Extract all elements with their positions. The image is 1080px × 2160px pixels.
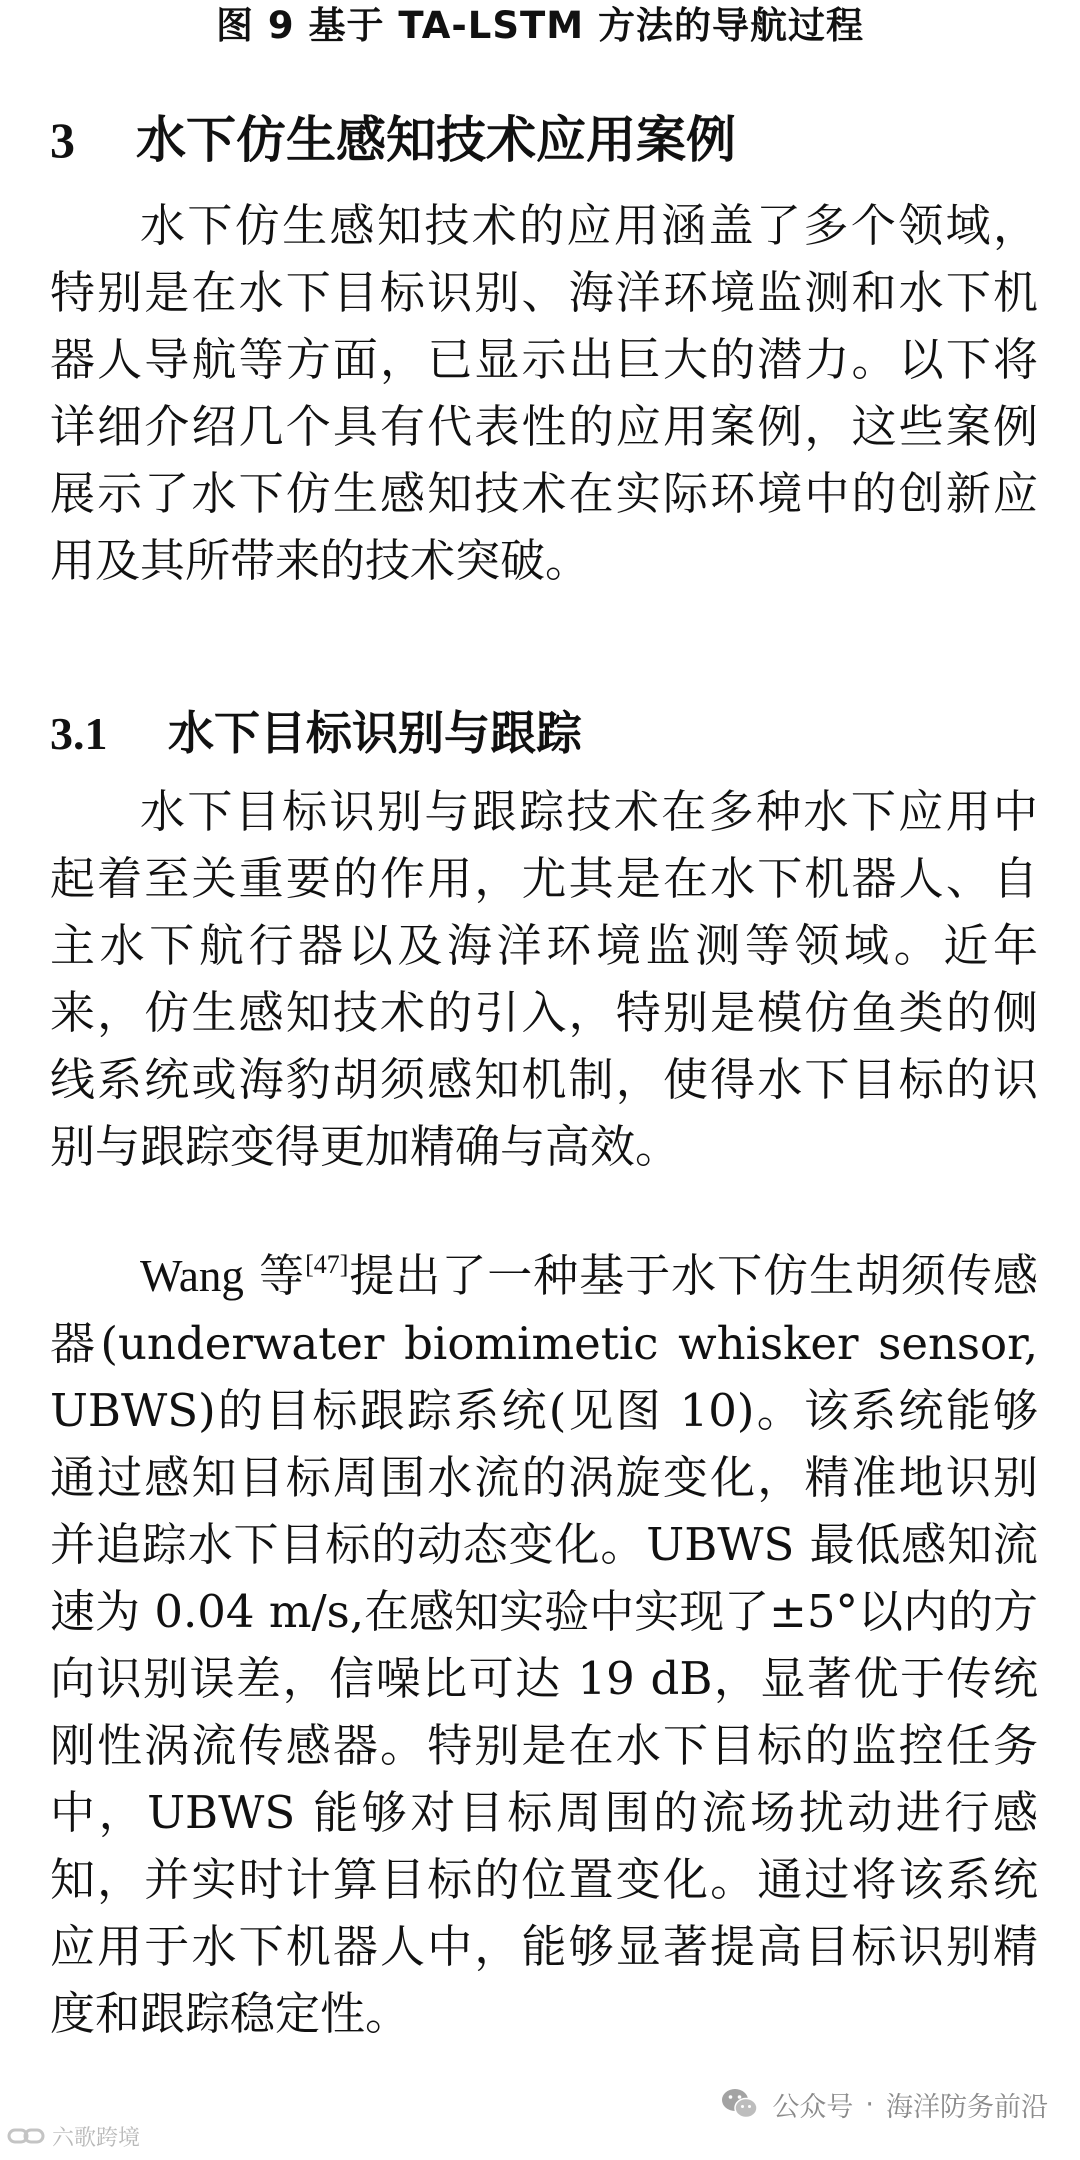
subsection-title: 水下目标识别与跟踪 [168, 706, 582, 760]
chain-logo-icon [6, 2121, 46, 2151]
corner-logo-text: 六歌跨境 [52, 2125, 141, 2151]
section-3-1-paragraph-2 [50, 1242, 1038, 2047]
corner-logo [6, 2116, 140, 2156]
paragraph-body: 提出了一种基于水下仿生胡须传感器(underwater biomimetic whisker sensor, UBWS)的目标跟踪系统(见图 10)。该系统能够通过感知目标周围水流的涡旋变化，精准地识别并追踪水下目标的动态变化。UBWS 最低感知流速为 0.04 m/s,在感知实验中实现了±5°以内的方向识别误差，信噪比可达 19 dB，显著优于传统刚性涡流传感器。特别是在水下目标的监控任务中，UBWS 能够对目标周围的流场扰动进行感知，并实时计算目标的位置变化。通过将该系统应用于水下机器人中，能够显著提高目标识别精度和跟踪稳定性。 [50, 1249, 1038, 2040]
watermark-prefix: 公众号 [772, 2091, 854, 2123]
wechat-account-watermark [720, 2082, 1048, 2126]
wechat-icon [720, 2086, 760, 2122]
author-name: Wang [140, 1251, 244, 1301]
author-suffix: 等 [243, 1249, 306, 1302]
watermark-separator: · [865, 2088, 874, 2120]
section-3-1-paragraph-1: 水下目标识别与跟踪技术在多种水下应用中起着至关重要的作用，尤其是在水下机器人、自主水下航行器以及海洋环境监测等领域。近年来，仿生感知技术的引入，特别是模仿鱼类的侧线系统或海豹胡须感知机制，使得水下目标的识别与跟踪变得更加精确与高效。 [50, 785, 1038, 1173]
citation-reference[interactable]: [47] [305, 1250, 349, 1279]
section-heading-3-1 [50, 700, 582, 766]
figure-caption: 图 9 基于 TA-LSTM 方法的导航过程 [216, 4, 864, 47]
subsection-number: 3.1 [50, 708, 108, 759]
watermark-account: 海洋防务前沿 [886, 2091, 1048, 2123]
section-number: 3 [50, 112, 75, 168]
section-title: 水下仿生感知技术应用案例 [136, 110, 736, 169]
section-3-paragraph: 水下仿生感知技术的应用涵盖了多个领域，特别是在水下目标识别、海洋环境监测和水下机器人导航等方面，已显示出巨大的潜力。以下将详细介绍几个具有代表性的应用案例，这些案例展示了水下仿生感知技术在实际环境中的创新应用及其所带来的技术突破。 [50, 199, 1038, 587]
section-heading-3 [50, 105, 736, 175]
